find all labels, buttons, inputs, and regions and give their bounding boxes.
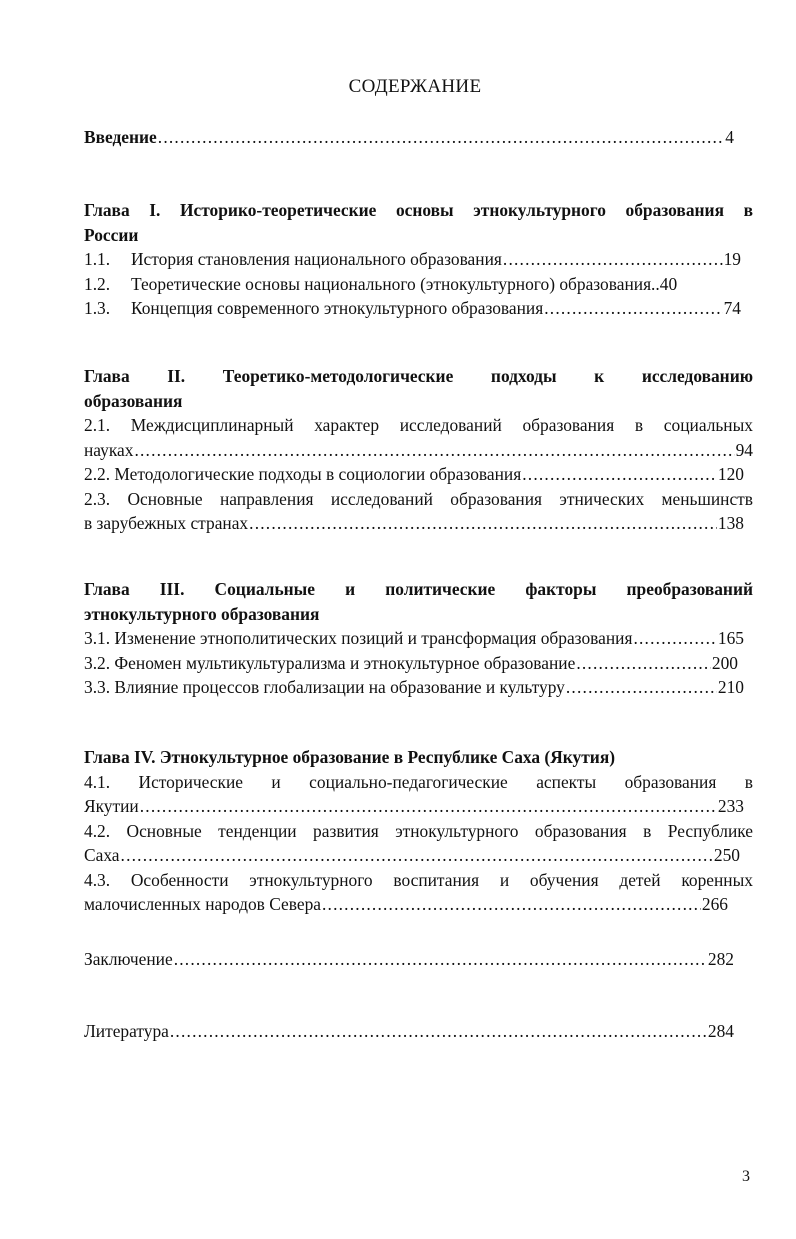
toc-entry-page: 200 <box>711 652 738 673</box>
toc-entry-page: 165 <box>717 628 744 648</box>
dot-leader <box>503 247 723 272</box>
toc-entry-line: 2.3. Основные направления исследований образования этнических меньшинств <box>84 488 753 509</box>
toc-entry-line: 4.2. Основные тенденции развития этнокультурного образования в Республике <box>84 820 753 841</box>
toc-entry-label: 3.3. Влияние процессов глобализации на образование и культуру <box>84 677 565 697</box>
toc-entry-label: науках <box>84 439 134 460</box>
chapter-heading-cont: России <box>84 224 139 245</box>
toc-entry-page: 120 <box>717 464 744 484</box>
toc-entry-number: 1.2. <box>84 273 111 294</box>
toc-entry[interactable] <box>84 272 753 297</box>
toc-entry-label: в зарубежных странах <box>84 513 249 533</box>
toc-entry-line: 4.1. Исторические и социально-педагогические аспекты образования в <box>84 771 753 792</box>
chapter-1-section <box>84 198 753 321</box>
dot-leader <box>322 892 701 917</box>
toc-entry-page: 74 <box>723 298 741 318</box>
toc-entry-label: Введение <box>84 127 157 147</box>
toc-entry-number: 1.1. <box>84 249 111 269</box>
toc-entry[interactable] <box>84 247 741 272</box>
toc-entry-label: 3.1. Изменение этнополитических позиций и трансформация образования <box>84 628 633 648</box>
toc-entry-page: 250 <box>713 845 740 865</box>
page-number: 3 <box>742 1168 750 1185</box>
chapter-3-section <box>84 577 753 700</box>
toc-entry[interactable] <box>84 438 753 463</box>
toc-entry-label: Теоретические основы национального (этнокультурного) образования..40 <box>131 273 678 294</box>
toc-entry-page: 4 <box>725 127 734 147</box>
dot-leader <box>544 296 722 321</box>
dot-leader <box>633 626 716 651</box>
toc-entry-line: 2.1. Междисциплинарный характер исследований образования в социальных <box>84 415 753 435</box>
toc-entry[interactable] <box>84 794 744 819</box>
toc-entry-line: 4.3. Особенности этнокультурного воспитания и обучения детей коренных <box>84 869 753 890</box>
toc-entry-label: Якутии <box>84 796 139 816</box>
toc-entry-page: 94 <box>735 439 753 460</box>
toc-entry[interactable] <box>84 892 728 917</box>
toc-entry[interactable] <box>84 675 744 700</box>
toc-entry-page: 282 <box>707 949 734 969</box>
toc-entry-page: 19 <box>723 249 741 269</box>
toc-entry-page: 266 <box>701 894 728 914</box>
toc-entry-label: 3.2. Феномен мультикультурализма и этнокультурное образование <box>84 652 576 673</box>
toc-entry[interactable] <box>84 462 744 487</box>
dot-leader <box>566 675 717 700</box>
dot-leader <box>158 125 725 150</box>
dot-leader <box>174 947 707 972</box>
toc-entry-label: Литература <box>84 1021 169 1041</box>
toc-entry[interactable] <box>84 296 741 321</box>
toc-entry-page: 138 <box>717 513 744 533</box>
chapter-heading: Глава III. Социальные и политические факторы преобразований <box>84 579 753 599</box>
toc-entry-page: 284 <box>707 1021 734 1041</box>
toc-entry[interactable] <box>84 843 740 868</box>
toc-entry-label: Концепция современного этнокультурного образования <box>131 298 544 318</box>
toc-entry-literature[interactable] <box>84 1019 734 1044</box>
dot-leader <box>134 438 734 463</box>
toc-entry-conclusion[interactable] <box>84 947 734 972</box>
toc-entry[interactable] <box>84 651 738 676</box>
chapter-heading: Глава II. Теоретико-методологические подходы к исследованию <box>84 366 753 386</box>
dot-leader <box>522 462 717 487</box>
dot-leader <box>121 843 713 868</box>
toc-entry[interactable] <box>84 626 744 651</box>
chapter-heading: Глава I. Историко-теоретические основы этнокультурного образования в <box>84 200 753 220</box>
toc-entry-label: История становления национального образования <box>131 249 502 269</box>
page-title: СОДЕРЖАНИЕ <box>348 76 482 97</box>
toc-entry-page: 233 <box>717 796 744 816</box>
toc-entry-label: Заключение <box>84 949 173 969</box>
toc-entry-label: малочисленных народов Севера <box>84 894 321 914</box>
chapter-heading-cont: этнокультурного образования <box>84 603 320 624</box>
toc-entry-page: 210 <box>717 677 744 697</box>
toc-entry-number: 1.3. <box>84 298 111 318</box>
chapter-2-section <box>84 364 753 536</box>
chapter-4-section <box>84 745 753 917</box>
chapter-heading-cont: образования <box>84 390 183 411</box>
toc-entry-label: 2.2. Методологические подходы в социологии образования <box>84 464 522 484</box>
dot-leader <box>576 651 711 676</box>
toc-entry-intro[interactable] <box>84 125 734 150</box>
toc-entry[interactable] <box>84 511 744 536</box>
dot-leader <box>249 511 717 536</box>
chapter-heading: Глава IV. Этнокультурное образование в Республике Саха (Якутия) <box>84 747 616 767</box>
dot-leader <box>140 794 717 819</box>
dot-leader <box>170 1019 707 1044</box>
toc-entry-label: Саха <box>84 845 120 865</box>
